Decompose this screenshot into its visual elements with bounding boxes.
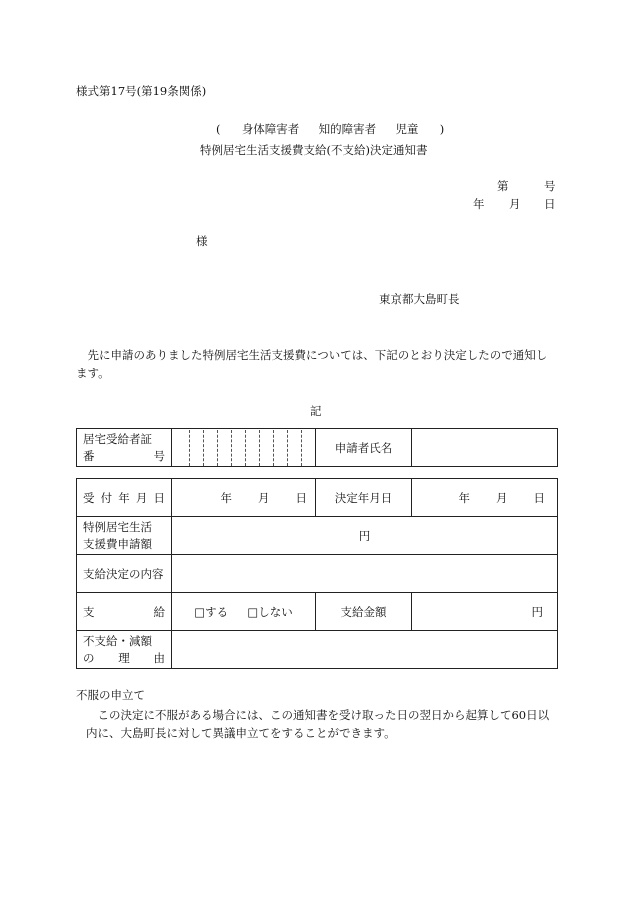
doc-number-prefix: 第 (497, 179, 509, 193)
option-child: 児童 (395, 122, 419, 136)
doc-date-day: 日 (544, 197, 556, 211)
decision-year-unit: 年 (458, 490, 470, 505)
recipient-table (76, 428, 558, 467)
reason-label-no: の (83, 650, 95, 665)
decision-content-label: 支給決定の内容 (77, 555, 172, 593)
payment-choice-field (172, 593, 316, 631)
cert-label-ban: 番 (83, 448, 95, 463)
category-options (216, 124, 444, 136)
reason-label-yu: 由 (153, 650, 165, 665)
received-year-unit: 年 (220, 490, 232, 505)
reason-label-line1: 不支給・減額 (83, 633, 152, 648)
reason-field[interactable] (172, 631, 558, 669)
cert-label-line1: 居宅受給者証 (83, 431, 152, 446)
decision-content-field[interactable] (172, 555, 558, 593)
reason-label-ri: 理 (118, 650, 130, 665)
cert-label-go: 号 (153, 448, 165, 463)
payment-label-kyu: 給 (153, 604, 165, 619)
appeal-heading: 不服の申立て (76, 688, 145, 702)
applicant-name-field[interactable] (412, 429, 558, 467)
doc-date-year: 年 (473, 197, 485, 211)
addressee-suffix: 様 (196, 234, 208, 248)
form-number: 様式第17号(第19条関係) (76, 84, 207, 98)
applicant-name-label: 申請者氏名 (316, 429, 412, 467)
open-paren: ( (216, 122, 221, 136)
received-day-unit: 日 (295, 490, 307, 505)
close-paren: ) (439, 122, 445, 136)
payment-amount-yen: 円 (531, 604, 543, 619)
option-physical: 身体障害者 (241, 122, 300, 136)
payment-label-shi: 支 (83, 604, 95, 619)
payment-amount-field[interactable] (412, 593, 558, 631)
cert-number-field[interactable] (172, 429, 316, 467)
decision-date-label: 決定年月日 (316, 479, 412, 517)
requested-amount-yen: 円 (358, 528, 371, 543)
decision-date-field[interactable] (412, 479, 558, 517)
received-month-unit: 月 (258, 490, 270, 505)
decision-table (76, 478, 558, 669)
requested-amount-field[interactable] (172, 517, 558, 555)
requested-amount-label (77, 517, 172, 555)
payment-label (77, 593, 172, 631)
issuer-name: 東京都大島町長 (379, 292, 460, 306)
doc-date-month: 月 (509, 197, 521, 211)
received-date-label: 受付年月日 (77, 479, 172, 517)
body-text: 先に申請のありました特例居宅生活支援費については、下記のとおり決定したので通知します。 (76, 348, 548, 381)
requested-amount-label-line2: 支援費申請額 (83, 536, 152, 551)
decision-month-unit: 月 (496, 490, 508, 505)
appeal-text: この決定に不服がある場合には、この通知書を受け取った日の翌日から起算して60日以内に、大島町長に対して異議申立てをすることができます。 (86, 708, 550, 741)
document-title: 特例居宅生活支援費支給(不支給)決定通知書 (200, 143, 428, 157)
reason-label (77, 631, 172, 669)
doc-number-suffix: 号 (544, 179, 556, 193)
requested-amount-label-line1: 特例居宅生活 (83, 519, 152, 534)
check-no[interactable]: □しない (247, 604, 293, 619)
decision-day-unit: 日 (533, 490, 545, 505)
payment-amount-label: 支給金額 (316, 593, 412, 631)
option-intellectual: 知的障害者 (318, 122, 377, 136)
cert-number-label (77, 429, 172, 467)
check-yes[interactable]: □する (194, 604, 229, 619)
ki-label: 記 (310, 404, 322, 418)
received-date-field[interactable] (172, 479, 316, 517)
